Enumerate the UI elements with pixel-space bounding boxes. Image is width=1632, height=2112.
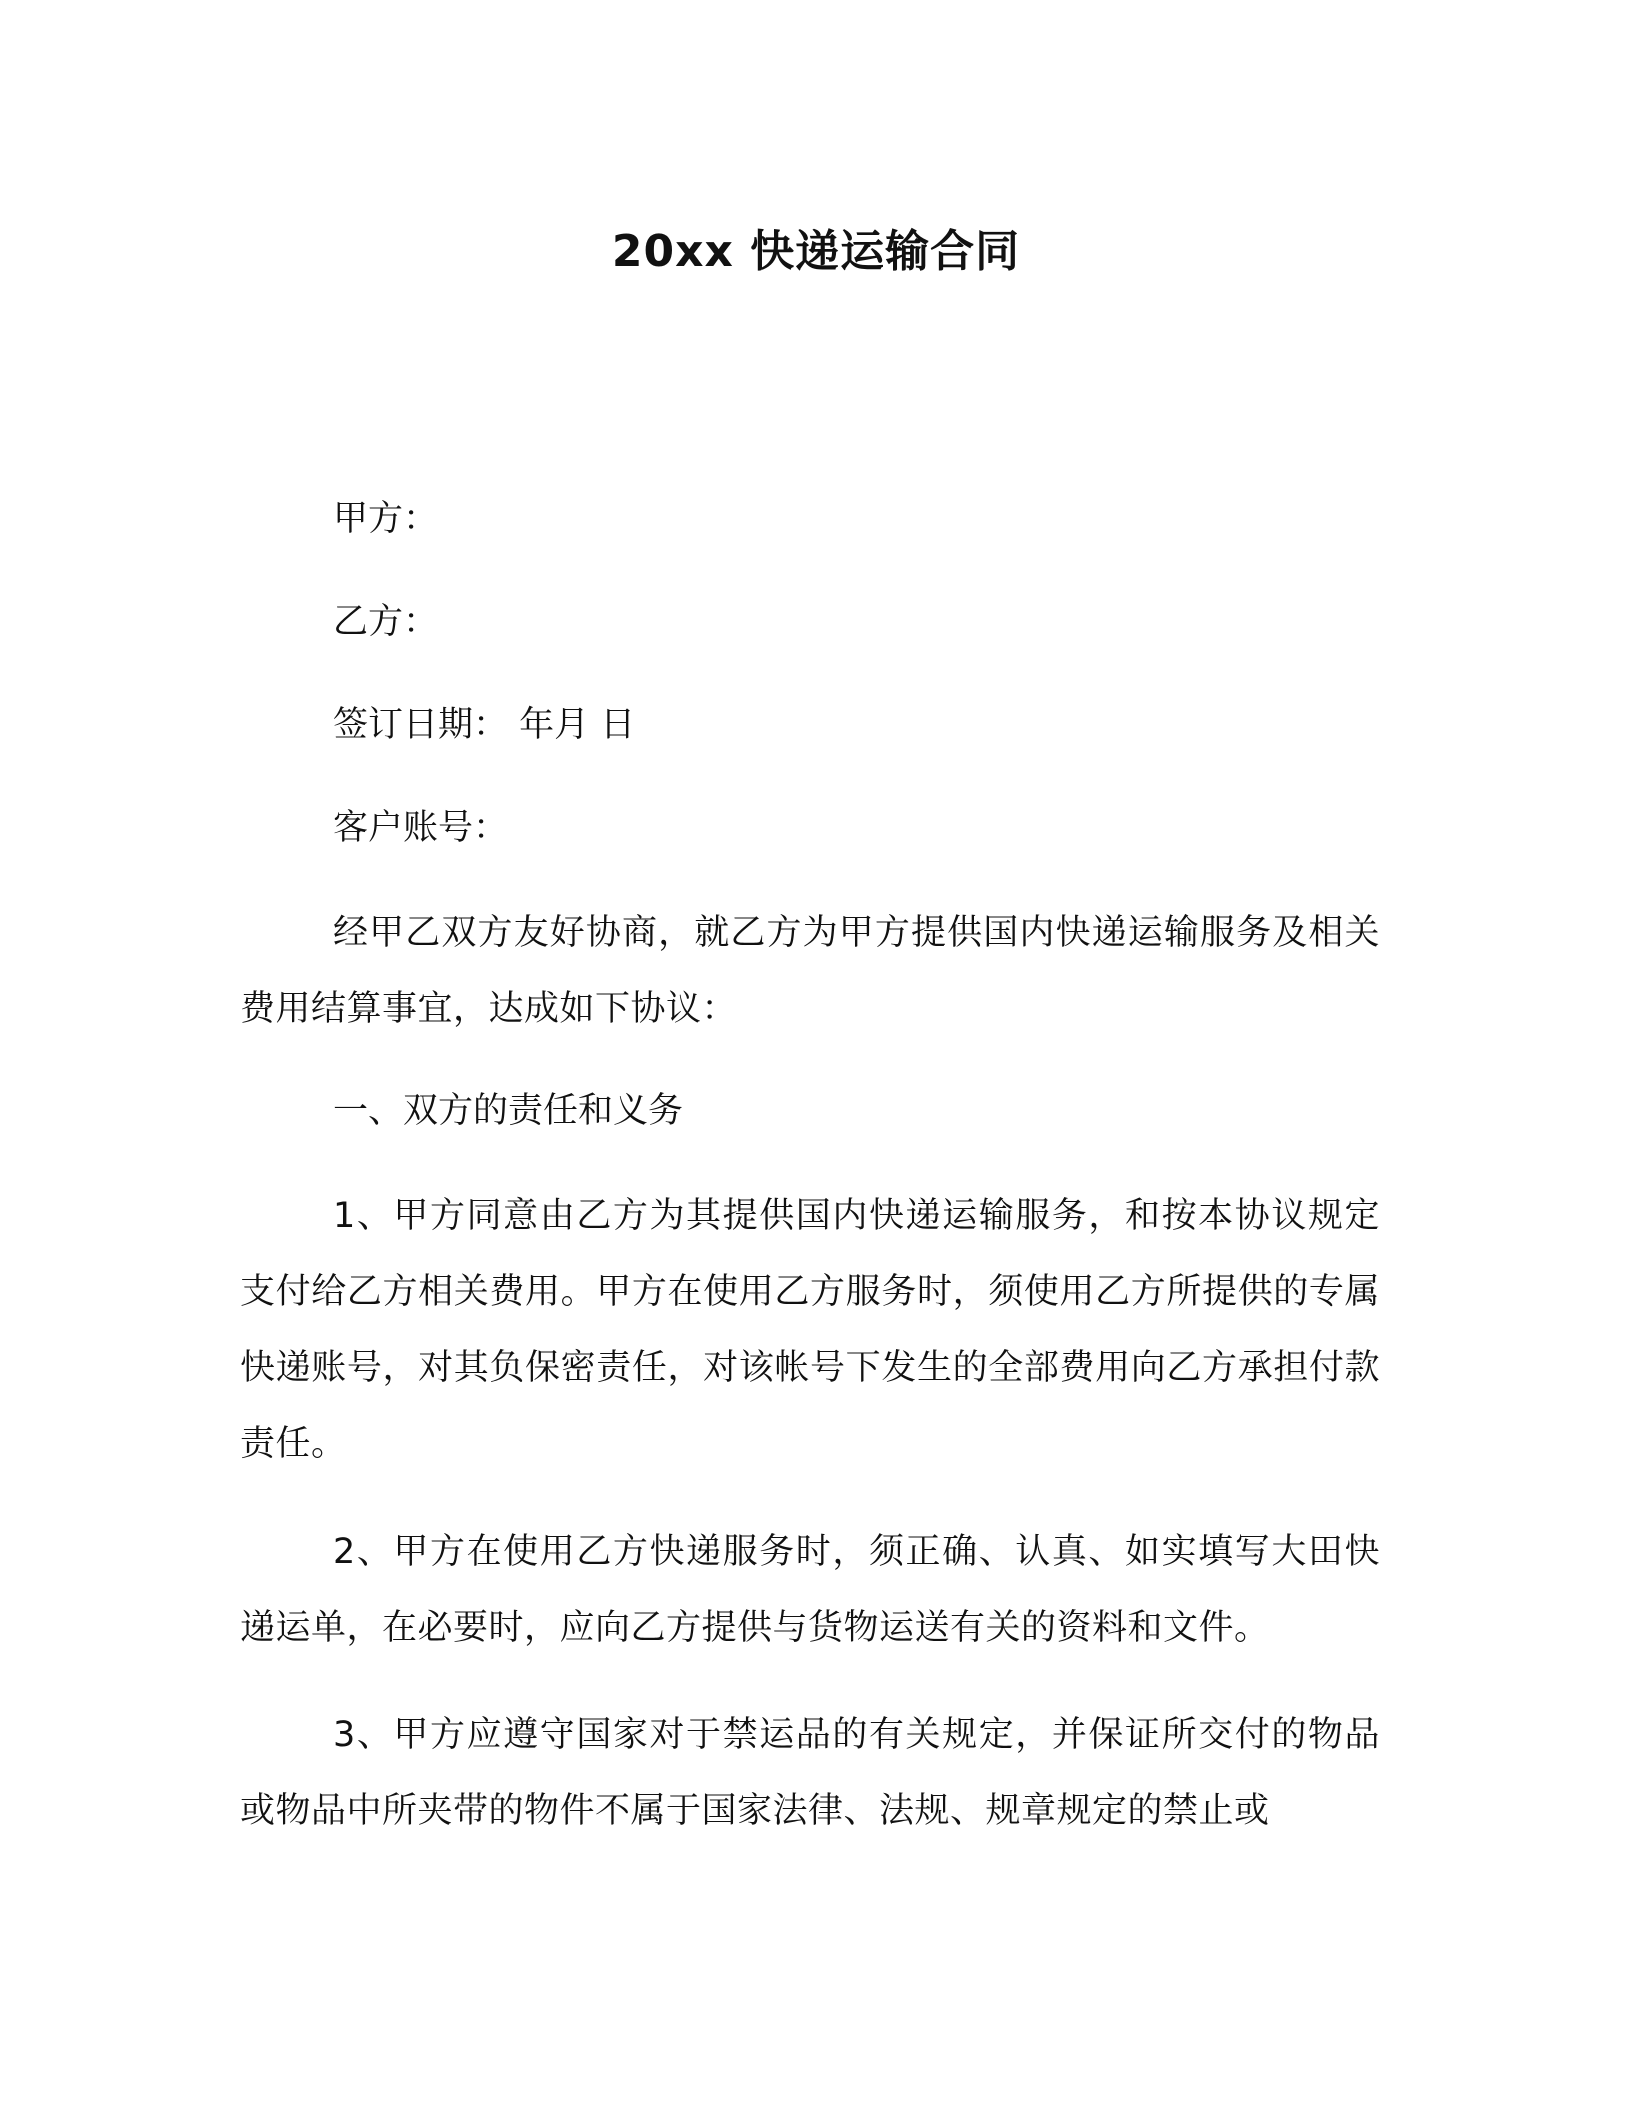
clause-3-paragraph: 3、甲方应遵守国家对于禁运品的有关规定，并保证所交付的物品或物品中所夹带的物件不属于国家法律、法规、规章规定的禁止或 [240, 1715, 1380, 1831]
clause-1-paragraph: 1、甲方同意由乙方为其提供国内快递运输服务，和按本协议规定支付给乙方相关费用。甲方在使用乙方服务时，须使用乙方所提供的专属快递账号，对其负保密责任，对该帐号下发生的全部费用向乙方承担付款责任。 [240, 1196, 1380, 1464]
document-title: 20xx 快递运输合同 [611, 226, 1021, 277]
sign-date-field: 签订日期： 年月 日 [333, 705, 636, 745]
section-1-heading: 一、双方的责任和义务 [333, 1091, 684, 1131]
customer-account-field: 客户账号： [333, 808, 509, 848]
clause-2-paragraph: 2、甲方在使用乙方快递服务时，须正确、认真、如实填写大田快递运单，在必要时，应向乙方提供与货物运送有关的资料和文件。 [240, 1532, 1380, 1648]
intro-paragraph: 经甲乙双方友好协商，就乙方为甲方提供国内快递运输服务及相关费用结算事宜，达成如下协议： [240, 913, 1380, 1029]
party-b-field: 乙方： [333, 602, 439, 642]
party-a-field: 甲方： [333, 499, 439, 539]
